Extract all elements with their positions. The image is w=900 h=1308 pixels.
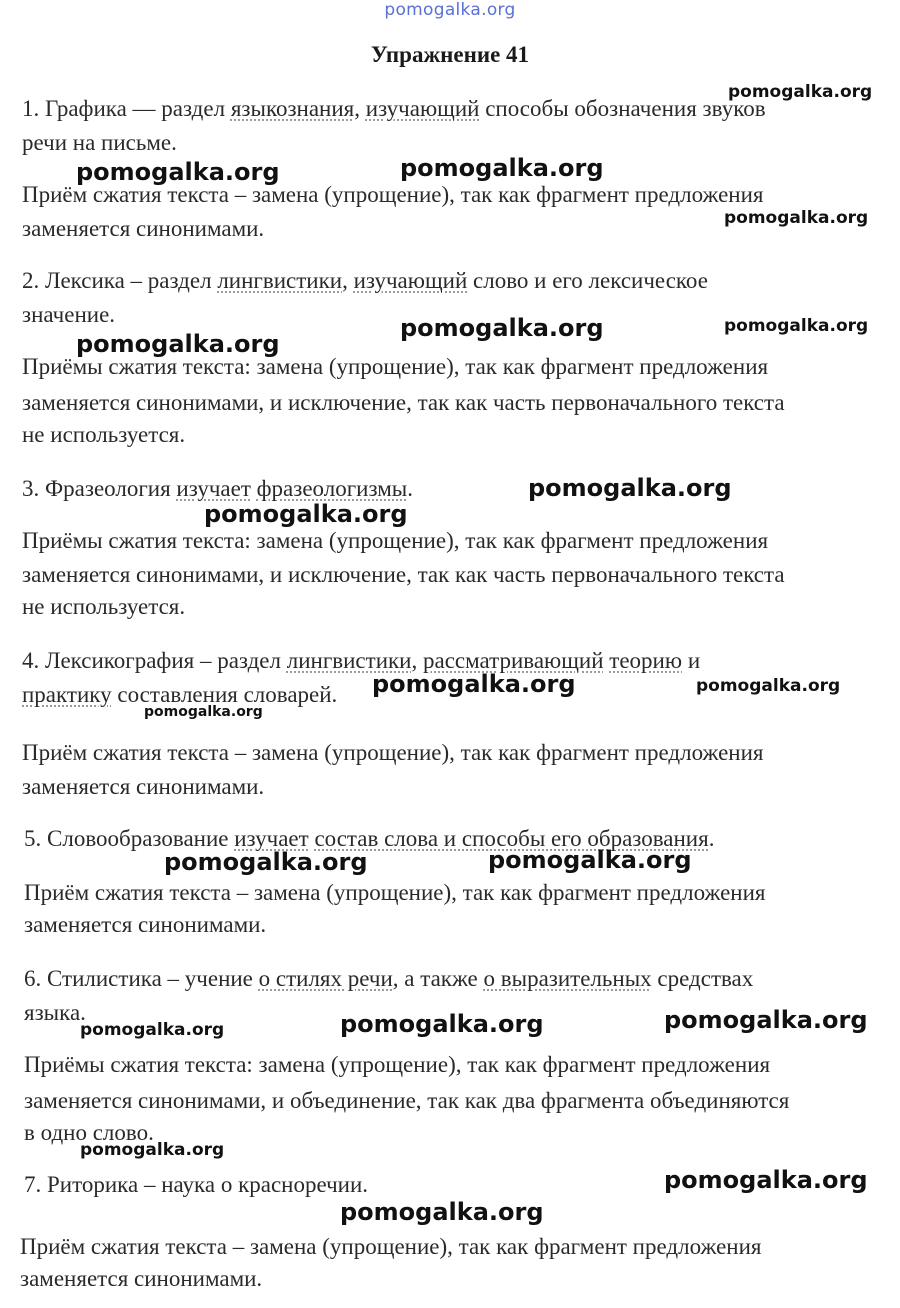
definition-text: , [342,268,354,293]
definition-text: слово и его лексическое [467,268,708,293]
definition-text: средствах [651,966,754,991]
definition-line [24,1172,368,1198]
compression-method-line: заменяется синонимами. [24,912,267,937]
definition-text: 3. Фразеология [22,476,177,501]
compression-method-line: в одно слово. [24,1120,154,1145]
definition-line [24,1000,86,1026]
watermark: pomogalka.org [664,1006,868,1034]
definition-text: речи на письме. [22,130,177,155]
compression-method-line: заменяется синонимами, и исключение, так как часть первоначального текста [22,562,785,587]
compression-method-line: заменяется синонимами, и объединение, так как два фрагмента объединяются [24,1088,790,1113]
definition-line [22,268,708,294]
compression-method-line: Приёмы сжатия текста: замена (упрощение), так как фрагмент предложения [24,1052,771,1077]
compression-method-line: Приёмы сжатия текста: замена (упрощение), так как фрагмент предложения [22,354,769,379]
underlined-term: изучает [176,476,251,501]
definition-text: составления словарей. [111,682,338,707]
watermark: pomogalka.org [488,846,692,874]
watermark: pomogalka.org [76,330,280,358]
definition-text: . [708,826,715,851]
definition-text: языка. [24,1000,86,1025]
compression-method-line: Приём сжатия текста – замена (упрощение), так как фрагмент предложения [22,182,764,207]
definition-text: 6. Стилистика – учение [24,966,259,991]
watermark: pomogalka.org [340,1198,544,1226]
underlined-term: о стилях речи [258,966,393,991]
watermark: pomogalka.org [80,1140,225,1160]
compression-method-line: Приём сжатия текста – замена (упрощение), так как фрагмент предложения [20,1234,762,1259]
underlined-term: теорию [609,648,683,673]
definition-text: значение. [22,302,116,327]
compression-method-line: Приём сжатия текста – замена (упрощение), так как фрагмент предложения [24,880,766,905]
compression-method-line: Приём сжатия текста – замена (упрощение), так как фрагмент предложения [22,740,764,765]
definition-text: способы обозначения звуков [479,96,766,121]
watermark: pomogalka.org [204,500,408,528]
watermark: pomogalka.org [664,1166,868,1194]
compression-method-line: заменяется синонимами. [22,774,265,799]
underlined-term: изучающий [353,268,468,293]
watermark: pomogalka.org [340,1010,544,1038]
underlined-term: изучает [234,826,309,851]
compression-method-line: заменяется синонимами. [20,1266,263,1291]
watermark: pomogalka.org [724,208,869,228]
underlined-term: фразеологизмы [256,476,408,501]
watermark: pomogalka.org [728,82,873,102]
watermark: pomogalka.org [696,676,841,696]
underlined-term: о выразительных [483,966,652,991]
definition-text: 7. Риторика – наука о красноречии. [24,1172,369,1197]
definition-text: 5. Словообразование [24,826,235,851]
watermark: pomogalka.org [400,314,604,342]
watermark: pomogalka.org [528,474,732,502]
compression-method-line: заменяется синонимами. [22,216,265,241]
watermark: pomogalka.org [80,1020,225,1040]
definition-text: 4. Лексикография – раздел [22,648,287,673]
watermark: pomogalka.org [400,154,604,182]
compression-method-line: не используется. [22,594,186,619]
compression-method-line: не используется. [22,422,186,447]
underlined-term: изучающий [365,96,480,121]
watermark: pomogalka.org [724,316,869,336]
underlined-term: лингвистики [217,268,343,293]
underlined-term: языкознания [230,96,355,121]
definition-text: 2. Лексика – раздел [22,268,218,293]
definition-line [24,966,753,992]
definition-line [22,648,700,674]
compression-method-line: заменяется синонимами, и исключение, так как часть первоначального текста [22,390,785,415]
site-watermark-top: pomogalka.org [384,0,516,20]
watermark: pomogalka.org [164,848,368,876]
page-title: Упражнение 41 [370,42,530,67]
definition-text: , [411,648,423,673]
underlined-term: практику [22,682,112,707]
definition-line [22,130,177,156]
definition-text: и [682,648,701,673]
definition-text: , [354,96,366,121]
underlined-term: лингвистики [286,648,412,673]
underlined-term: рассматривающий [422,648,604,673]
definition-line [22,96,766,122]
definition-line [22,302,115,328]
definition-text: , а также [392,966,484,991]
definition-text: 1. Графика — раздел [22,96,231,121]
underlined-term: состав слова и способы его образования [314,826,709,851]
watermark: pomogalka.org [76,158,280,186]
definition-text: . [407,476,413,501]
watermark: pomogalka.org [144,704,263,720]
definition-line [22,476,413,502]
compression-method-line: Приёмы сжатия текста: замена (упрощение), так как фрагмент предложения [22,528,769,553]
watermark: pomogalka.org [372,670,576,698]
